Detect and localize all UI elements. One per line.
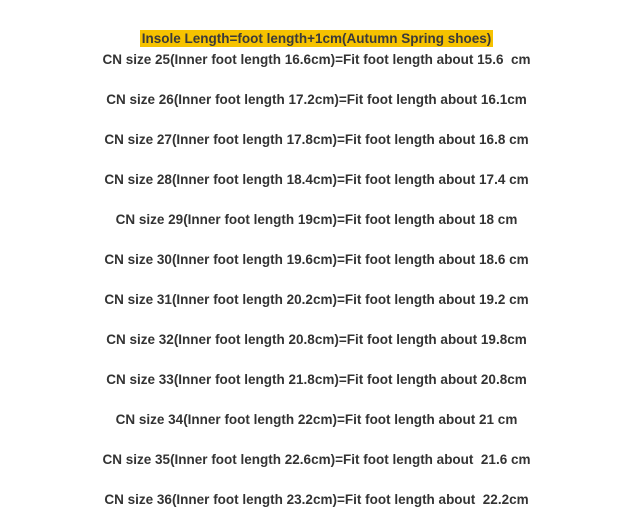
size-row: CN size 34(Inner foot length 22cm)=Fit foot length about 21 cm	[115, 412, 518, 427]
size-row: CN size 26(Inner foot length 17.2cm)=Fit foot length about 16.1cm	[106, 92, 527, 107]
size-row: CN size 25(Inner foot length 16.6cm)=Fit foot length about 15.6 cm	[102, 52, 531, 67]
size-list	[0, 51, 633, 531]
size-row: CN size 30(Inner foot length 19.6cm)=Fit foot length about 18.6 cm	[104, 252, 529, 267]
size-row: CN size 32(Inner foot length 20.8cm)=Fit foot length about 19.8cm	[106, 332, 527, 347]
size-row: CN size 29(Inner foot length 19cm)=Fit foot length about 18 cm	[115, 212, 518, 227]
size-row: CN size 33(Inner foot length 21.8cm)=Fit foot length about 20.8cm	[106, 372, 527, 387]
size-row: CN size 27(Inner foot length 17.8cm)=Fit foot length about 16.8 cm	[104, 132, 529, 147]
size-row: CN size 36(Inner foot length 23.2cm)=Fit foot length about 22.2cm	[104, 492, 529, 507]
size-chart-heading: Insole Length=foot length+1cm(Autumn Spring shoes)	[141, 31, 492, 46]
size-row: CN size 28(Inner foot length 18.4cm)=Fit foot length about 17.4 cm	[104, 172, 529, 187]
heading-wrap	[0, 30, 633, 48]
size-row: CN size 31(Inner foot length 20.2cm)=Fit foot length about 19.2 cm	[104, 292, 529, 307]
size-row: CN size 35(Inner foot length 22.6cm)=Fit foot length about 21.6 cm	[102, 452, 531, 467]
